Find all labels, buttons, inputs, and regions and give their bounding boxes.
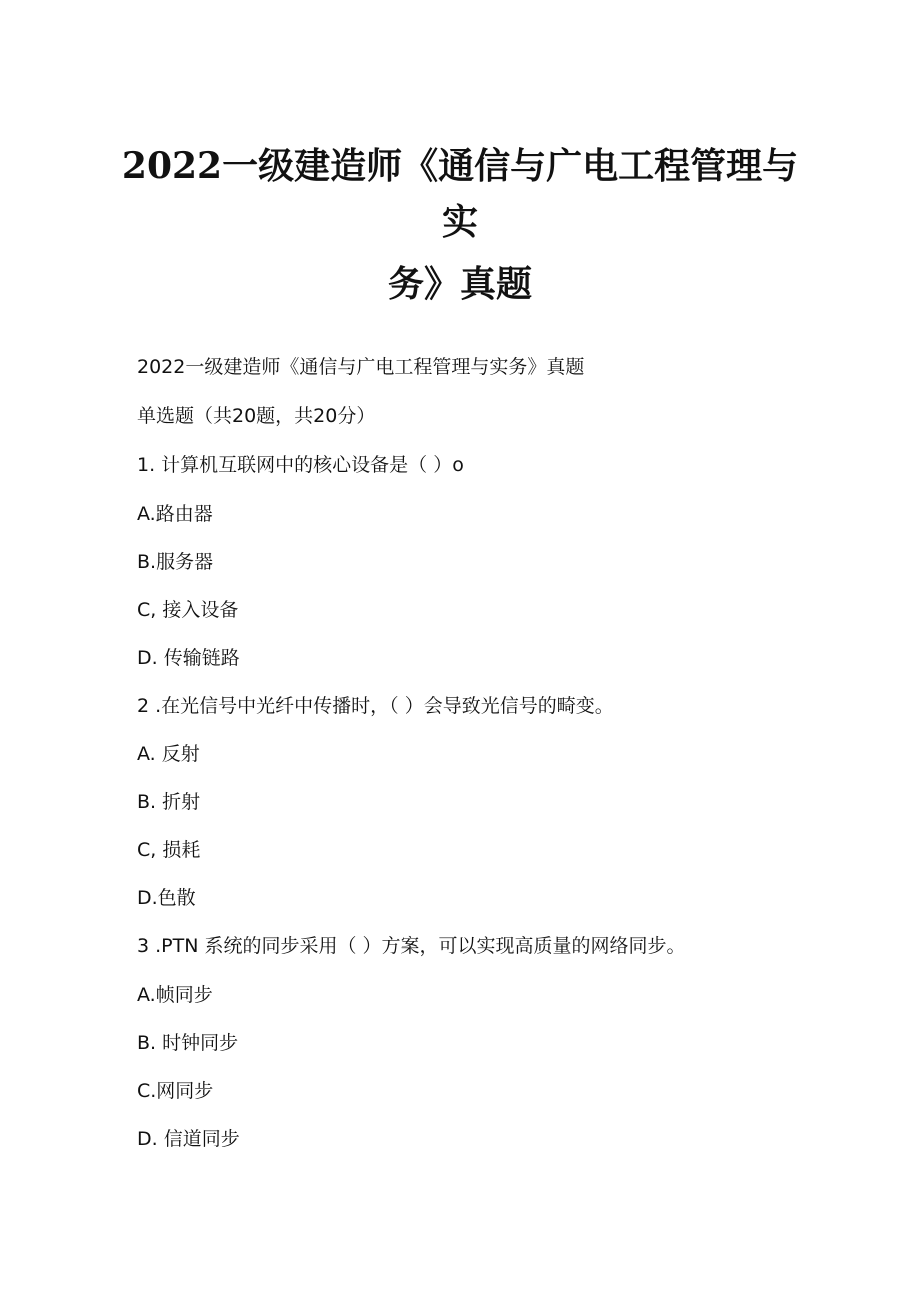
question-1-option-a: A.路由器 xyxy=(137,503,213,525)
question-2-option-a: A. 反射 xyxy=(137,743,200,765)
question-3-option-b: B. 时钟同步 xyxy=(137,1032,239,1054)
document-title-line-2: 实 xyxy=(441,201,478,243)
document-subtitle: 2022一级建造师《通信与广电工程管理与实务》真题 xyxy=(137,356,585,378)
question-3-stem: 3 .PTN 系统的同步采用（ ）方案，可以实现高质量的网络同步。 xyxy=(137,935,686,957)
question-3-option-d: D. 信道同步 xyxy=(137,1128,240,1150)
section-heading: 单选题（共20题，共20分） xyxy=(137,405,376,427)
question-3-option-c: C.网同步 xyxy=(137,1080,214,1102)
question-1-option-c: C, 接入设备 xyxy=(137,599,239,621)
question-2-option-d: D.色散 xyxy=(137,887,196,909)
question-1-stem: 1. 计算机互联网中的核心设备是（ ）o xyxy=(137,454,464,476)
question-1-option-b: B.服务器 xyxy=(137,551,214,573)
question-2-stem: 2 .在光信号中光纤中传播时，（ ）会导致光信号的畸变。 xyxy=(137,695,614,717)
question-3-option-a: A.帧同步 xyxy=(137,984,213,1006)
question-1-option-d: D. 传输链路 xyxy=(137,647,240,669)
document-title-line-3: 务》真题 xyxy=(387,263,532,305)
question-2-option-b: B. 折射 xyxy=(137,791,201,813)
question-2-option-c: C, 损耗 xyxy=(137,839,201,861)
document-title-line-1: 2022一级建造师《通信与广电工程管理与 xyxy=(121,145,799,187)
